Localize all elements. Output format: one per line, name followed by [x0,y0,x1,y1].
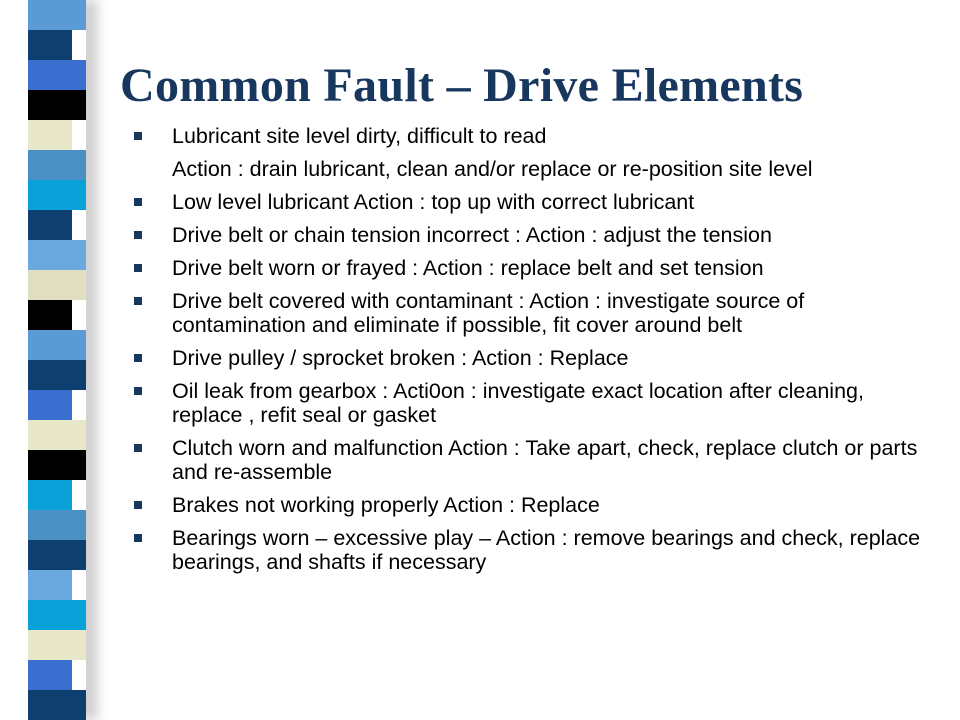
bullet-item [134,289,934,337]
bullet-text: Brakes not working properly Action : Replace [172,493,600,517]
bullet-text: Action : drain lubricant, clean and/or replace or re-position site level [172,157,813,181]
bullet-item [134,346,934,370]
bullet-text: Drive pulley / sprocket broken : Action : Replace [172,346,629,370]
stripe-block [28,30,72,60]
square-bullet-icon [134,231,142,239]
stripe-block [28,690,86,720]
bullet-text: Drive belt covered with contaminant : Action : investigate source of contamination and eliminate if possible, fit cover around belt [172,289,805,337]
bullet-text: Clutch worn and malfunction Action : Take apart, check, replace clutch or parts and re-assemble [172,436,918,484]
bullet-item [134,223,934,247]
stripe-block [28,120,72,150]
square-bullet-icon [134,264,142,272]
stripe-block [28,360,86,390]
bullet-list [134,124,934,583]
bullet-item [134,526,934,574]
square-bullet-icon [134,198,142,206]
stripe-block [28,270,86,300]
stripe-block [28,90,86,120]
square-bullet-icon [134,354,142,362]
stripe-block [28,450,86,480]
stripe-block [28,480,72,510]
square-bullet-icon [134,132,142,140]
stripe-block [28,150,86,180]
stripe-block [28,630,86,660]
square-bullet-icon [134,297,142,305]
bullet-item [134,493,934,517]
square-bullet-icon [134,444,142,452]
bullet-text: Bearings worn – excessive play – Action : remove bearings and check, replace bearings, and shafts if necessary [172,526,921,574]
square-bullet-icon [134,387,142,395]
stripe-block [28,660,72,690]
slide-title: Common Fault – Drive Elements [120,59,804,112]
bullet-text: Low level lubricant Action : top up with correct lubricant [172,190,695,214]
bullet-item [134,157,934,181]
stripe-block [28,540,86,570]
stripe-block [28,210,72,240]
stripe-block [28,300,72,330]
bullet-item [134,436,934,484]
bullet-text: Oil leak from gearbox : Acti0on : investigate exact location after cleaning, replace , refit seal or gasket [172,379,864,427]
stripe-block [28,600,86,630]
bullet-text: Lubricant site level dirty, difficult to read [172,124,547,148]
bullet-text: Drive belt worn or frayed : Action : replace belt and set tension [172,256,764,280]
stripe-block [28,330,86,360]
stripe-block [28,570,72,600]
stripe-block [28,390,72,420]
bullet-item [134,256,934,280]
bullet-item [134,379,934,427]
bullet-item [134,190,934,214]
bullet-text: Drive belt or chain tension incorrect : Action : adjust the tension [172,223,772,247]
stripe-block [28,510,86,540]
square-bullet-icon [134,501,142,509]
bullet-item [134,124,934,148]
stripe-block [28,180,86,210]
stripe-block [28,60,86,90]
square-bullet-icon [134,534,142,542]
stripe-block [28,420,86,450]
decorative-stripe [28,0,86,720]
stripe-block [28,0,86,30]
stripe-block [28,240,86,270]
